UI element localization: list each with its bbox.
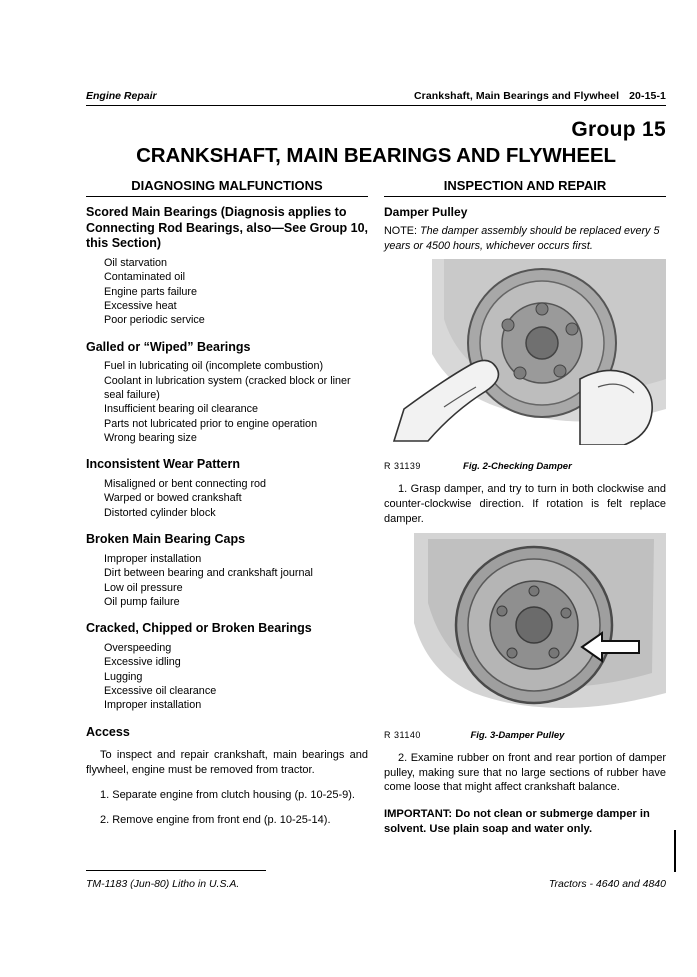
- list-item: Warped or bowed crankshaft: [104, 492, 242, 505]
- running-head-section: Crankshaft, Main Bearings and Flywheel: [413, 90, 620, 102]
- figure-2: [384, 259, 666, 472]
- damper-note: [384, 224, 666, 253]
- inspection-step-2: 2. Examine rubber on front and rear portion of damper pulley, making sure that no large sections of rubber have come loose that might affect crankshaft balance.: [384, 751, 666, 794]
- list-item: Coolant in lubrication system (cracked block or liner seal failure): [104, 374, 351, 402]
- list-item: Contaminated oil: [104, 271, 186, 284]
- list-item: Lugging: [104, 670, 143, 683]
- left-column: [86, 178, 368, 837]
- access-step-2: 2. Remove engine from front end (p. 10-25-14).: [100, 813, 331, 826]
- access-intro: To inspect and repair crankshaft, main bearings and flywheel, engine must be removed from tractor.: [86, 749, 368, 777]
- list-galled-wiped-bearings: [86, 359, 368, 445]
- list-item: Excessive heat: [104, 299, 177, 312]
- inspection-step-1: 1. Grasp damper, and try to turn in both clockwise and counter-clockwise direction. If rotation is felt replace damper.: [384, 483, 666, 525]
- list-item: Oil starvation: [104, 256, 168, 269]
- section-title-access: Access: [86, 724, 130, 739]
- section-title-cracked-chipped-broken-bearings: Cracked, Chipped or Broken Bearings: [86, 621, 312, 636]
- list-item: Improper installation: [104, 552, 202, 565]
- page-content: [86, 90, 666, 837]
- page-title: CRANKSHAFT, MAIN BEARINGS AND FLYWHEEL: [136, 144, 616, 167]
- footer-right: Tractors - 4640 and 4840: [548, 878, 666, 890]
- list-item: Dirt between bearing and crankshaft journal: [104, 567, 313, 580]
- list-item: Misaligned or bent connecting rod: [104, 478, 267, 491]
- group-label: Group 15: [571, 118, 666, 141]
- section-title-scored-main-bearings: Scored Main Bearings (Diagnosis applies to Connecting Rod Bearings, also—See Group 10, this Section): [86, 205, 368, 251]
- two-column-body: [86, 178, 666, 837]
- page-footer: [86, 870, 666, 890]
- list-scored-main-bearings: [86, 256, 368, 328]
- list-item: Excessive idling: [104, 656, 181, 669]
- list-item: Engine parts failure: [104, 285, 198, 298]
- important-notice: IMPORTANT: Do not clean or submerge damper in solvent. Use plain soap and water only.: [384, 808, 650, 836]
- footer-left: TM-1183 (Jun-80) Litho in U.S.A.: [86, 878, 240, 890]
- list-item: Parts not lubricated prior to engine operation: [104, 417, 318, 430]
- list-item: Overspeeding: [104, 641, 172, 654]
- section-title-inconsistent-wear-pattern: Inconsistent Wear Pattern: [86, 457, 240, 472]
- figure-3-code: R 31140: [384, 729, 421, 740]
- running-head-left: Engine Repair: [86, 90, 157, 102]
- section-title-galled-wiped-bearings: Galled or “Wiped” Bearings: [86, 339, 251, 354]
- figure-2-caption: Fig. 2-Checking Damper: [463, 461, 572, 473]
- page-number: 20-15-1: [629, 90, 666, 102]
- list-item: Distorted cylinder block: [104, 506, 216, 519]
- change-bar: [674, 830, 676, 872]
- figure-3-caption: Fig. 3-Damper Pulley: [470, 729, 565, 741]
- figure-3: [384, 533, 666, 741]
- access-step-1: 1. Separate engine from clutch housing (p. 10-25-9).: [100, 788, 355, 801]
- running-head: [86, 90, 666, 106]
- note-text: The damper assembly should be replaced every 5 years or 4500 hours, whichever occurs first.: [384, 225, 660, 252]
- list-broken-main-bearing-caps: [86, 552, 368, 609]
- section-title-broken-main-bearing-caps: Broken Main Bearing Caps: [86, 532, 246, 547]
- footer-row: [86, 878, 666, 890]
- list-item: Improper installation: [104, 699, 202, 712]
- list-cracked-chipped-broken-bearings: [86, 641, 368, 713]
- figure-3-image: [384, 533, 666, 728]
- list-item: Wrong bearing size: [104, 432, 197, 445]
- right-column: [384, 178, 666, 837]
- figure-2-code: R 31139: [384, 461, 421, 472]
- running-head-right: [414, 90, 666, 102]
- right-column-heading: INSPECTION AND REPAIR: [384, 178, 666, 197]
- subsection-title-damper-pulley: Damper Pulley: [384, 205, 468, 219]
- list-item: Fuel in lubricating oil (incomplete combustion): [104, 360, 324, 373]
- figure-3-caption-row: [384, 728, 666, 741]
- left-column-heading: DIAGNOSING MALFUNCTIONS: [86, 178, 368, 197]
- list-item: Poor periodic service: [104, 314, 205, 327]
- list-inconsistent-wear-pattern: [86, 477, 368, 520]
- note-lead: NOTE:: [384, 225, 417, 237]
- figure-2-caption-row: [384, 459, 666, 472]
- footer-divider: [86, 870, 266, 871]
- list-item: Low oil pressure: [104, 581, 183, 594]
- list-item: Insufficient bearing oil clearance: [104, 403, 259, 416]
- list-item: Oil pump failure: [104, 595, 180, 608]
- figure-2-image: [384, 259, 666, 459]
- list-item: Excessive oil clearance: [104, 684, 217, 697]
